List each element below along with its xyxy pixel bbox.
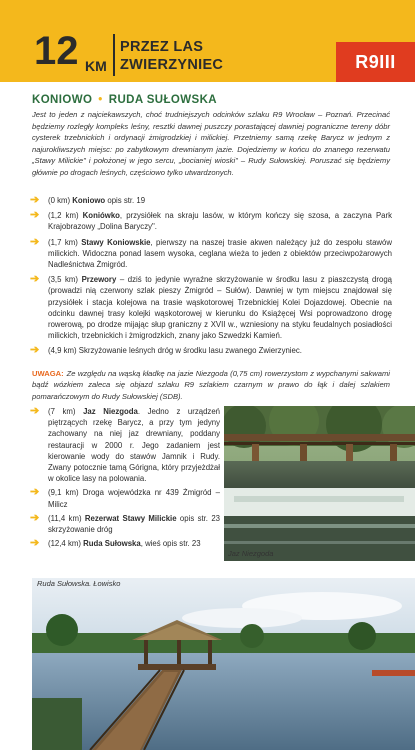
item-text: opis str. 19 bbox=[105, 196, 146, 205]
title-line-2: ZWIERZYNIEC bbox=[120, 57, 224, 73]
arrow-right-icon: ➔ bbox=[30, 344, 40, 357]
item-text: . Jedno z urządzeń piętrzących rzekę Barycz, a przy tym jedyny zachowany na niej jaz drewniany, poddany restauracji w 2000 r. Jego zadaniem jest kierowanie wody do stawów Jamnik i Rudy. Zwany potocznie tamą Górigna, który przyjeżdżał w okolice lasy na polowania. bbox=[48, 407, 220, 484]
item-km: (1,7 km) bbox=[48, 237, 78, 247]
route-list bbox=[30, 195, 392, 361]
section-to: RUDA SUŁOWSKA bbox=[108, 94, 218, 106]
warning-note bbox=[32, 368, 390, 402]
item-place: Ruda Sułowska bbox=[83, 539, 141, 549]
item-km: (4,9 km) bbox=[48, 346, 77, 356]
distance-number: 12 bbox=[34, 29, 79, 73]
item-place: Rezerwat Stawy Milickie bbox=[84, 513, 177, 523]
warning-text: Ze względu na wąską kładkę na jazie Niezgoda (0,75 cm) rowerzystom z wypchanymi sakwami bądź wózkiem zaleca się objazd szlaku R9 szlakiem czarnym w prawo do łąk i dalej szlakiem pomarańczowym do Rudy Sułowskiej (SDB). bbox=[32, 369, 390, 401]
list-item bbox=[30, 538, 220, 549]
item-km: (7 km) bbox=[48, 407, 76, 416]
item-place: Koniowo bbox=[72, 196, 106, 205]
arrow-right-icon: ➔ bbox=[30, 486, 40, 499]
header-divider bbox=[113, 34, 115, 76]
list-item bbox=[30, 487, 220, 509]
item-km: (0 km) bbox=[48, 196, 71, 205]
arrow-right-icon: ➔ bbox=[30, 273, 40, 286]
item-km: (9,1 km) bbox=[48, 488, 79, 498]
item-text: , pierwszy na naszej trasie akwen należący już do zespołu stawów milickich. Widoczna ponad lasem wysoka, ceglana wieża to jeden z obiektów przeciwpożarowych Nadleśnictwa Żmigród. bbox=[48, 237, 393, 270]
item-text: – dziś to jedynie wyraźne skrzyżowanie w środku lasu z piaszczystą drogą (prowadzi nią czerwony szlak pieszy Żmigród – Sułów). Dawniej w tym miejscu znajdował się przysiółek i stacja kolejowa na trasie wąskotorowej Trzebnickiej Kolei Dojazdowej. Obecnie na odcinku dawnej trasy kolejki wąskotorowej w kierunku do Książęcej Wsi poprowadzono drogę rowerową, po drodze mijając słup graniczny z XVII w., wzniesiony na styku feudalnych posiadłości milickich, trzebnickich i żmigrodzkich, znany jako Szwedzki Kamień. bbox=[48, 275, 392, 341]
section-from: KONIOWO bbox=[32, 94, 93, 106]
list-item bbox=[30, 274, 392, 341]
header-band bbox=[0, 0, 415, 82]
item-place: Koniówko bbox=[82, 211, 120, 221]
item-place: Stawy Koniowskie bbox=[81, 237, 151, 247]
item-place: Jaz Niezgoda bbox=[83, 407, 138, 416]
title-line-1: PRZEZ LAS bbox=[120, 39, 204, 55]
item-place: Przewory bbox=[81, 275, 117, 285]
weir-illustration bbox=[224, 406, 415, 561]
page-title bbox=[120, 38, 250, 74]
item-text: opis str. 23 skrzyżowanie dróg bbox=[48, 513, 220, 535]
item-km: (12,4 km) bbox=[48, 539, 81, 549]
lake-illustration bbox=[32, 578, 415, 750]
distance-unit: KM bbox=[85, 58, 107, 74]
item-km: (11,4 km) bbox=[48, 513, 82, 523]
item-text: , wieś opis str. 23 bbox=[140, 539, 201, 549]
list-item bbox=[30, 210, 392, 232]
section-heading bbox=[32, 94, 217, 106]
list-item bbox=[30, 345, 392, 356]
item-text: Skrzyżowanie leśnych dróg w środku lasu zwanego Zwierzyniec. bbox=[78, 346, 302, 356]
item-km: (1,2 km) bbox=[48, 211, 79, 221]
arrow-right-icon: ➔ bbox=[30, 194, 40, 206]
arrow-right-icon: ➔ bbox=[30, 209, 40, 222]
route-badge: R9III bbox=[336, 42, 415, 82]
warning-label: UWAGA: bbox=[32, 369, 64, 378]
weir-caption: Jaz Niezgoda bbox=[228, 549, 274, 558]
intro-paragraph: Jest to jeden z najciekawszych, choć trudniejszych odcinków szlaku R9 Wrocław – Poznań. Przecinać będziemy rozległy kompleks leśny, resztki dawnej puszczy porastającej dawniej pograniczne tereny dóbr cysterek trzebnickich i ordynacji żmigrodzkiej i milickiej. Przetniemy samą rzekę Barycz w jednym z najurokliwszych miejsc: po zabytkowym drewnianym jazie. Dojedziemy w końcu do znanego rezerwatu „Stawy Milickie" i położonej w jego sercu, „bocianiej wioski" – Rudy Sułowskiej. Poruszać się będziemy głównie po drogach leśnych, częściowo tylko utwardzonych. bbox=[32, 110, 390, 177]
arrow-right-icon: ➔ bbox=[30, 235, 40, 248]
lake-caption: Ruda Sułowska. Łowisko bbox=[37, 579, 121, 588]
separator-dot-icon: • bbox=[98, 94, 103, 106]
list-item bbox=[30, 513, 220, 535]
arrow-right-icon: ➔ bbox=[30, 511, 40, 524]
arrow-right-icon: ➔ bbox=[30, 405, 40, 417]
route-list-continued bbox=[30, 406, 220, 552]
list-item bbox=[30, 237, 392, 271]
lake-photo bbox=[32, 578, 415, 750]
item-text: Droga wojewódzka nr 439 Żmigród – Milicz bbox=[48, 488, 220, 509]
weir-photo bbox=[224, 406, 415, 561]
item-km: (3,5 km) bbox=[48, 275, 79, 285]
list-item bbox=[30, 406, 220, 484]
list-item bbox=[30, 195, 392, 206]
arrow-right-icon: ➔ bbox=[30, 537, 40, 550]
item-text: , przysiółek na skraju lasów, w którym kończy się szosa, a zaczyna Park Krajobrazowy „Dolina Baryczy". bbox=[48, 211, 393, 232]
